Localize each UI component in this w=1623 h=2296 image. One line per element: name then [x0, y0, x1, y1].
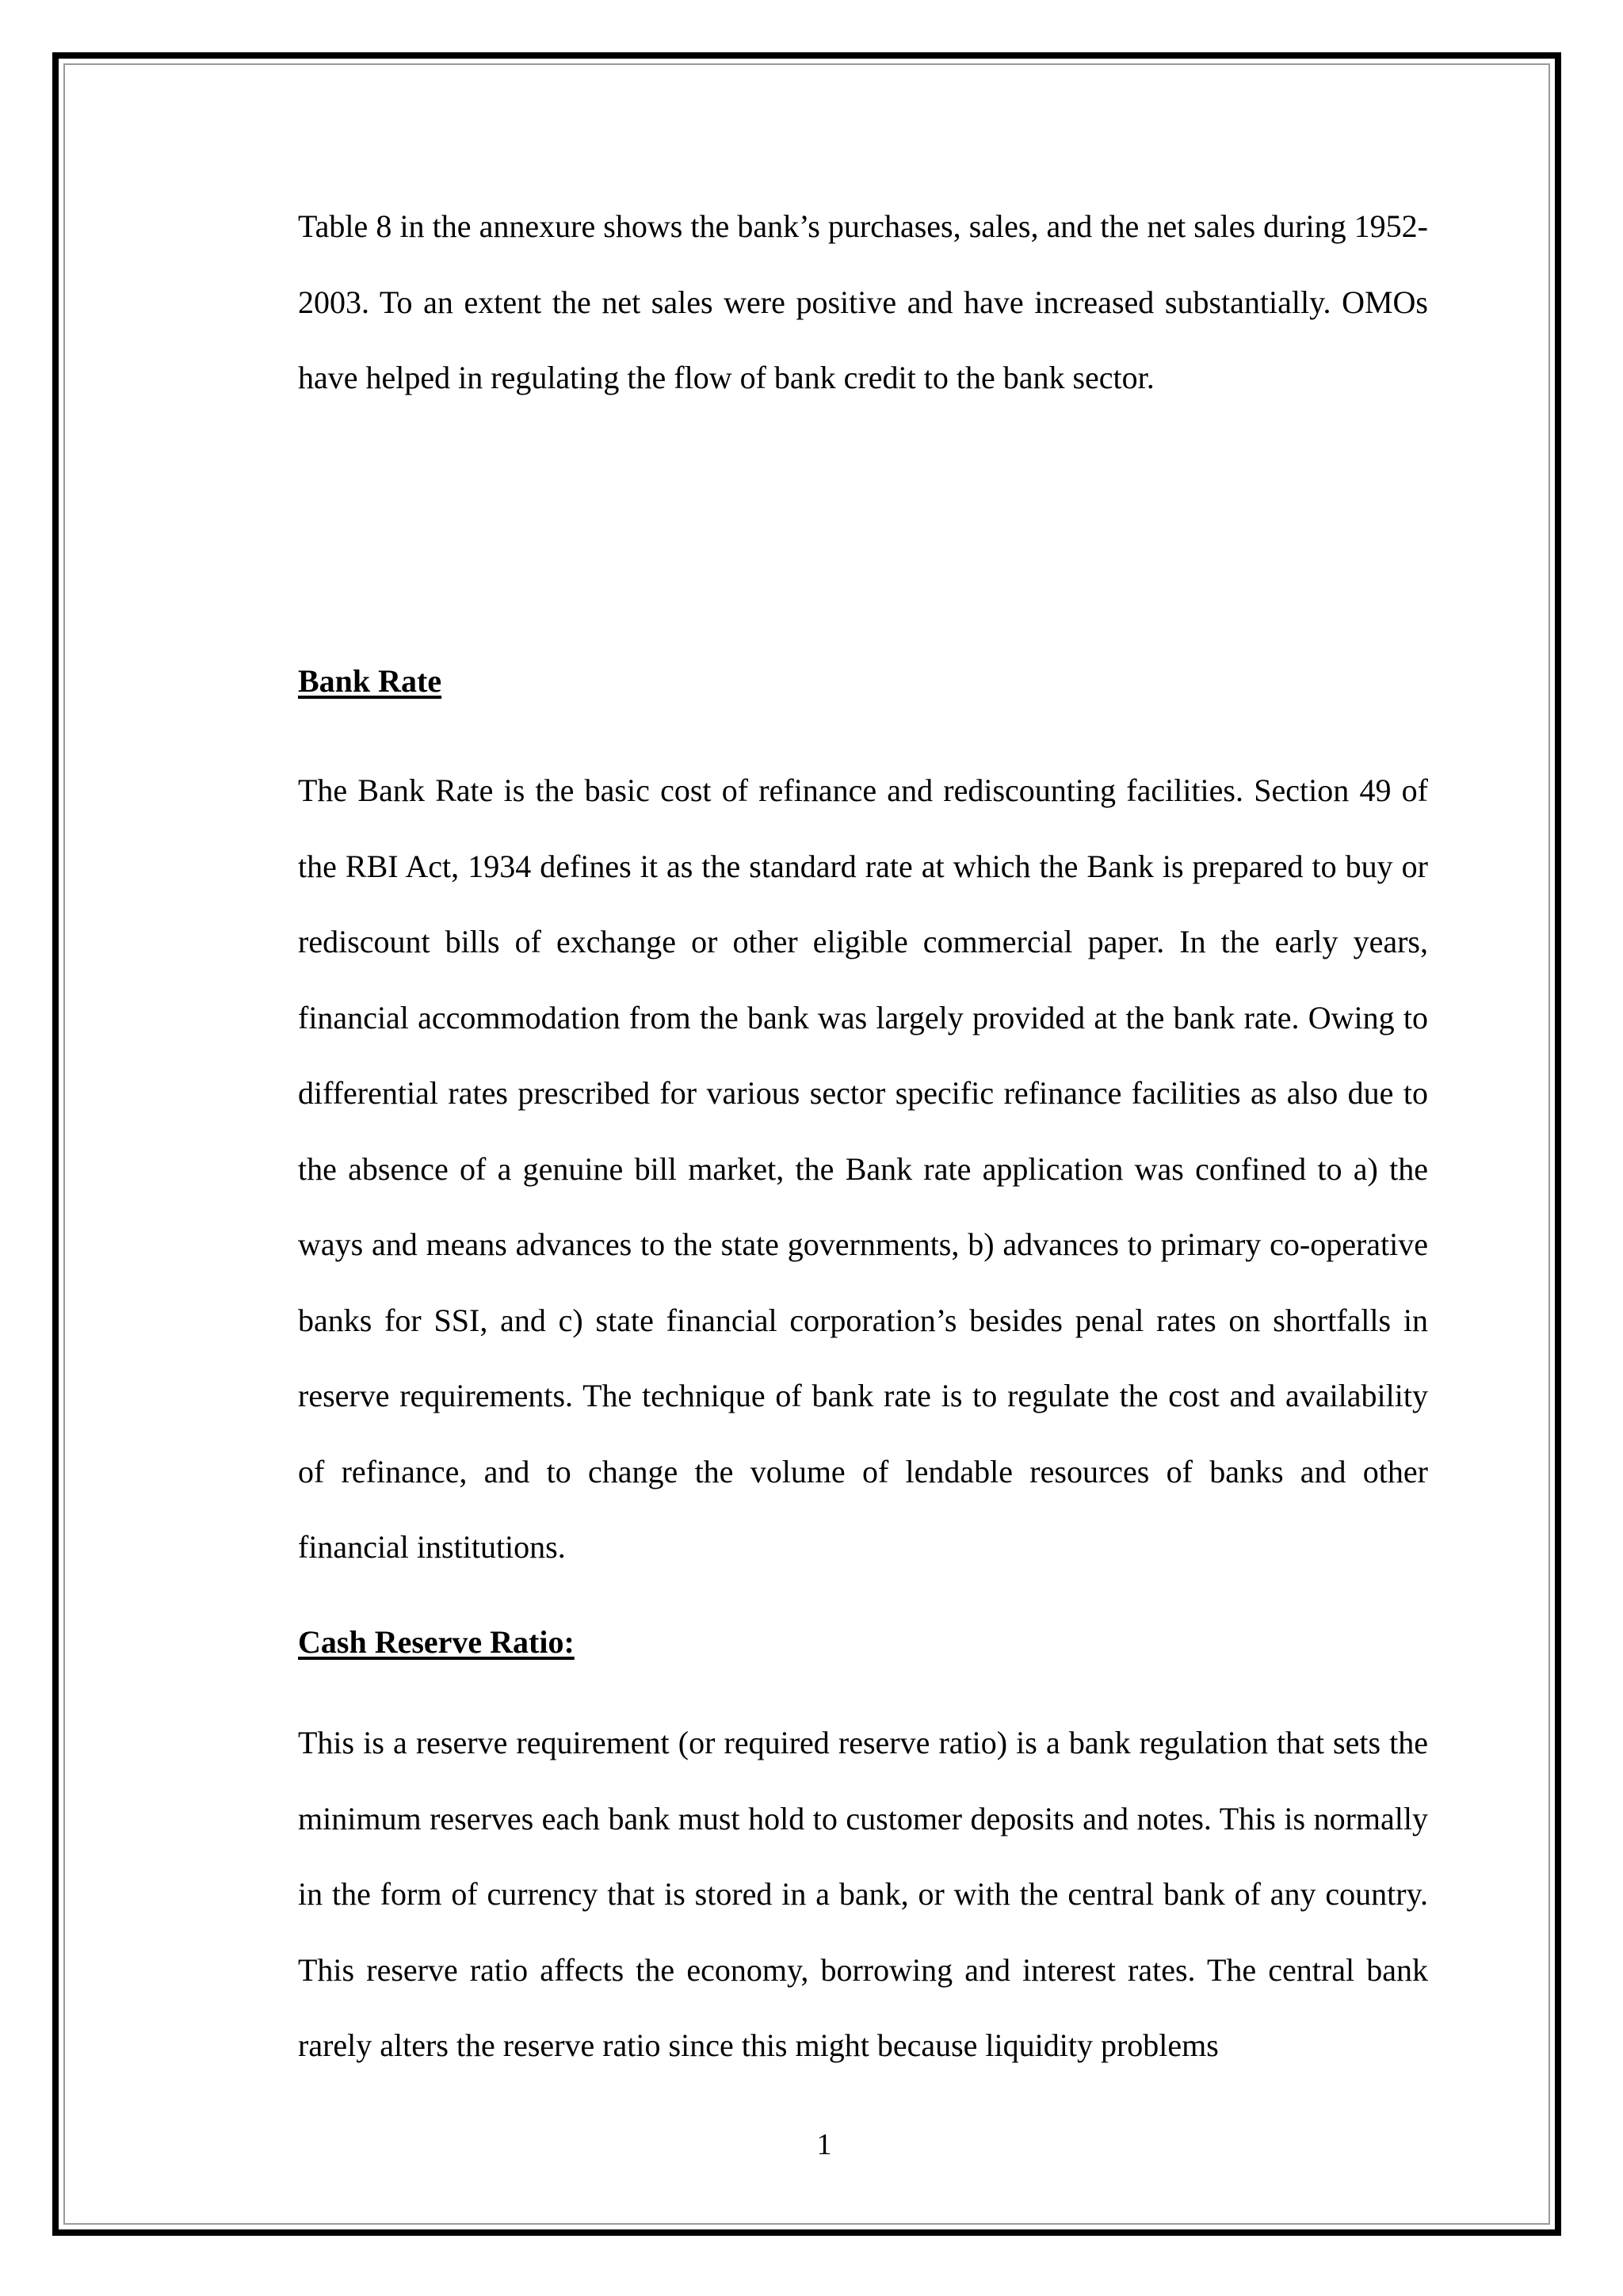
heading-cash-reserve-ratio: Cash Reserve Ratio:	[298, 1624, 575, 1660]
page-number: 1	[816, 2128, 832, 2161]
paragraph-omo-summary: Table 8 in the annexure shows the bank’s purchases, sales, and the net sales during 1952-2003. To an extent the net sales were positive and have increased substantially. OMOs have helped in regulating the flow of bank credit to the bank sector.	[298, 208, 1428, 395]
paragraph-bank-rate: The Bank Rate is the basic cost of refinance and rediscounting facilities. Section 49 of the RBI Act, 1934 defines it as the standard rate at which the Bank is prepared to buy or rediscount bills of exchange or other eligible commercial paper. In the early years, financial accommodation from the bank was largely provided at the bank rate. Owing to differential rates prescribed for various sector specific refinance facilities as also due to the absence of a genuine bill market, the Bank rate application was confined to a) the ways and means advances to the state governments, b) advances to primary co-operative banks for SSI, and c) state financial corporation’s besides penal rates on shortfalls in reserve requirements. The technique of bank rate is to regulate the cost and availability of refinance, and to change the volume of lendable resources of banks and other financial institutions.	[298, 772, 1428, 1565]
paragraph-cash-reserve-ratio: This is a reserve requirement (or required reserve ratio) is a bank regulation that sets the minimum reserves each bank must hold to customer deposits and notes. This is normally in the form of currency that is stored in a bank, or with the central bank of any country. This reserve ratio affects the economy, borrowing and interest rates. The central bank rarely alters the reserve ratio since this might because liquidity problems	[298, 1725, 1428, 2063]
heading-bank-rate: Bank Rate	[298, 663, 442, 699]
